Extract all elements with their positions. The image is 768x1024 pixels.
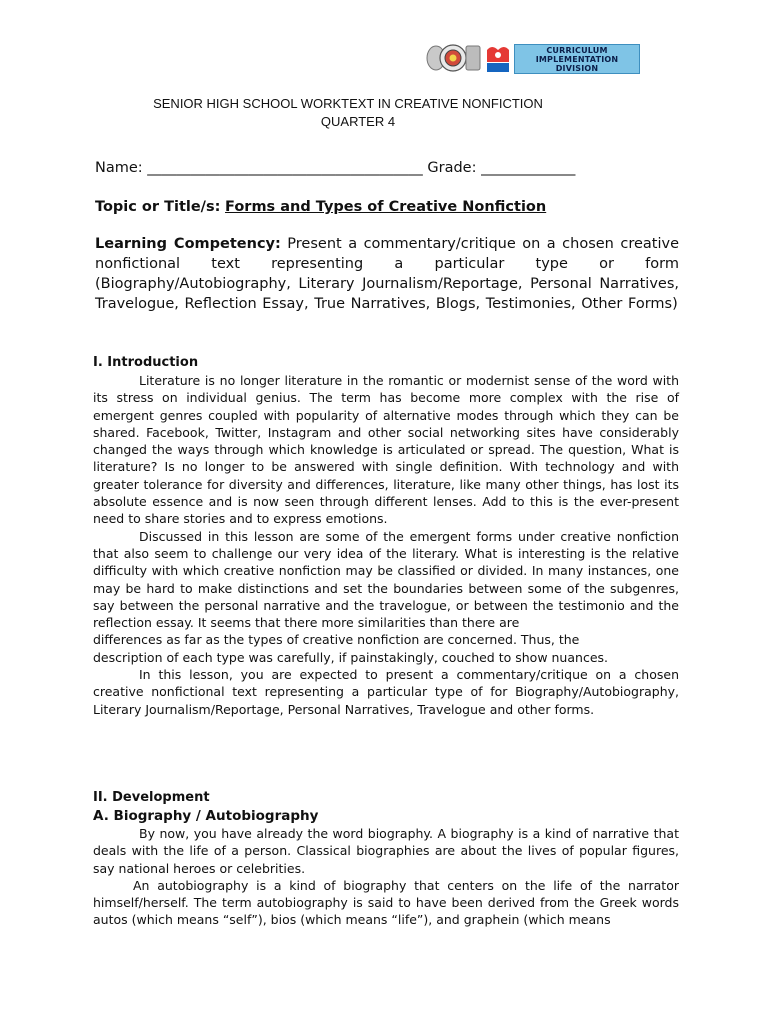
- document-title: SENIOR HIGH SCHOOL WORKTEXT IN CREATIVE NONFICTION: [153, 96, 543, 111]
- logo-line-2: IMPLEMENTATION: [535, 54, 619, 64]
- header-logos: [426, 40, 619, 78]
- logo-line-3: DIVISION: [555, 63, 599, 73]
- grade-label: Grade:: [427, 160, 477, 176]
- development-heading: II. Development: [93, 790, 210, 805]
- introduction-paragraph-2-continued: differences as far as the types of creative nonfiction are concerned. Thus, the: [93, 632, 580, 648]
- introduction-section: [93, 354, 679, 718]
- introduction-paragraph-2-end: description of each type was carefully, if painstakingly, couched to show nuances.: [93, 649, 608, 665]
- curriculum-division-logo: [514, 44, 640, 74]
- learning-competency: [95, 234, 679, 314]
- biography-subheading: A. Biography / Autobiography: [93, 808, 319, 824]
- logo-line-1: CURRICULUM: [546, 45, 608, 55]
- competency-text: Present a commentary/critique on a chosen creative nonfictional text representing a particular type or form (Biography/Autobiography, Literary Journalism/Reportage, Personal Narratives, Travelogue, Reflection Essay, True Narratives, Blogs, Testimonies, Other Forms): [95, 236, 680, 312]
- introduction-paragraph-2: Discussed in this lesson are some of the emergent forms under creative nonfiction that also seem to challenge our very idea of the literary. What is interesting is the relative difficulty with which creative nonfiction may be classified or divided. In many instances, one may be hard to make distinctions and set the boundaries between some of the subgenres, say between the personal narrative and the travelogue, or between the testimonio and the reflection essay. It seems that there more similarities than there are: [93, 528, 679, 631]
- introduction-heading: I. Introduction: [93, 355, 199, 370]
- topic-row: [95, 197, 695, 217]
- development-paragraph-1: By now, you have already the word biography. A biography is a kind of narrative that deals with the life of a person. Classical biographies are about the lives of popular figures, say national heroes or celebrities.: [93, 826, 679, 876]
- name-grade-row: [95, 158, 695, 178]
- grade-field[interactable]: _____________: [481, 160, 576, 176]
- development-section: [93, 789, 679, 929]
- competency-label: Learning Competency:: [95, 236, 281, 252]
- topic-label: Topic or Title/s:: [95, 199, 221, 215]
- deped-seal-logo: [426, 40, 482, 76]
- name-field[interactable]: ______________________________________: [147, 160, 423, 176]
- sdo-badge-logo: [484, 44, 512, 74]
- introduction-paragraph-1: Literature is no longer literature in the romantic or modernist sense of the word with its stress on individual genius. The term has become more complex with the rise of emergent genres coupled with popularity of alternative modes through which they can be shared. Facebook, Twitter, Instagram and other social networking sites have considerably changed the ways through which knowledge is articulated or spread. The question, What is literature? Is no longer to be answered with single definition. With technology and with greater tolerance for diversity and differences, literature, like many other things, has lost its absolute essence and is now seen through different lenses. Add to this is the ever-present need to share stories and to express emotions.: [93, 373, 679, 527]
- introduction-paragraph-3: In this lesson, you are expected to present a commentary/critique on a chosen creative nonfictional text representing a particular type of for Biography/Autobiography, Literary Journalism/Reportage, Personal Narratives, Travelogue and other forms.: [93, 667, 679, 717]
- name-label: Name:: [95, 160, 143, 176]
- development-paragraph-2: An autobiography is a kind of biography that centers on the life of the narrator himself/herself. The term autobiography is said to have been derived from the Greek words autos (which means “self”), bios (which means “life”), and graphein (which means: [93, 877, 679, 928]
- topic-title: Forms and Types of Creative Nonfiction: [225, 199, 547, 215]
- quarter-label: QUARTER 4: [320, 114, 396, 129]
